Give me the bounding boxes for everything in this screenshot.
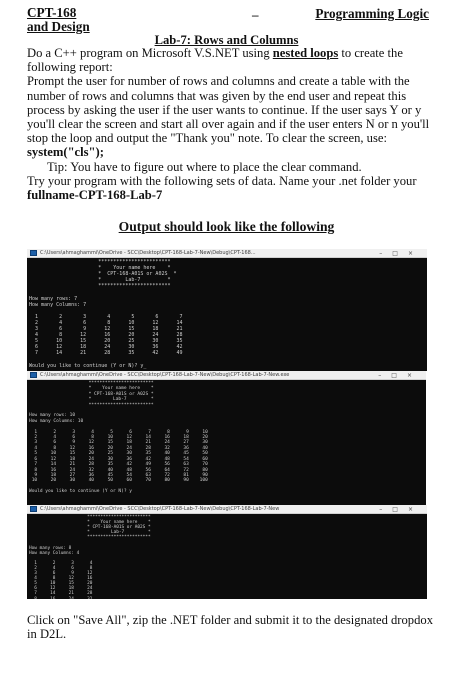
console-line: ************************ <box>29 283 171 290</box>
console-line: 1 2 3 4 <box>29 560 93 566</box>
console-app-icon <box>30 250 37 256</box>
console-line: 1 2 3 4 5 6 7 8 9 10 <box>29 429 208 435</box>
console-line: 2 4 6 8 <box>29 565 93 571</box>
minimize-icon[interactable]: – <box>378 372 392 379</box>
course-code <box>27 6 90 34</box>
close-icon[interactable]: × <box>406 372 422 379</box>
console-line: * Your name here * <box>29 520 151 526</box>
console-window-1 <box>27 249 427 371</box>
p1-bold: nested loops <box>272 46 339 60</box>
minimize-icon[interactable]: – <box>379 506 393 513</box>
console-title-3: C:\Users\ahmaghammi\OneDrive - SCC\Desktop\CPT-168-Lab-7-New\Debug\CPT-168-Lab-7-New <box>40 506 280 512</box>
console-app-icon <box>30 372 37 378</box>
console-line: * Lab-7 * <box>29 397 154 403</box>
console-line: 8 16 24 32 <box>29 596 93 599</box>
console-line: 5 10 15 20 <box>29 581 93 587</box>
p2-bold: system("cls"); <box>27 145 104 160</box>
console-title-2: C:\Users\ahmaghammi\OneDrive - SCC\Desktop\CPT-168-Lab-7-New\Debug\CPT-168-Lab-7-New.exe <box>40 372 290 378</box>
console-line: 7 14 21 28 35 42 49 <box>29 350 183 357</box>
maximize-icon[interactable]: □ <box>392 250 408 257</box>
p3-text: Try your program with the following sets of data. Name your .net folder your <box>27 173 417 188</box>
course-name: Programming Logic <box>315 6 429 21</box>
console-line: 10 20 30 40 50 60 70 80 90 100 <box>29 478 208 484</box>
close-icon[interactable]: × <box>407 250 423 257</box>
window-controls-1 <box>379 249 423 258</box>
course-code-text: CPT-168 <box>27 5 77 20</box>
console-line: 8 16 24 32 40 48 56 64 72 80 <box>29 467 208 473</box>
console-line: * Your name here * <box>29 265 171 272</box>
console-line: 6 12 18 24 <box>29 586 93 592</box>
window-controls-2 <box>378 371 422 380</box>
header-dash: – <box>252 7 259 22</box>
console-line: How many Columns: 10 <box>29 418 84 424</box>
console-line: How many rows: 7 <box>29 295 78 302</box>
close-icon[interactable]: × <box>407 506 423 513</box>
console-line: 4 8 12 16 20 24 28 32 36 40 <box>29 445 208 451</box>
console-line: 4 8 12 16 <box>29 576 93 582</box>
console-line: 6 12 18 24 30 36 42 <box>29 344 183 351</box>
console-line: ************************ <box>29 535 151 541</box>
instruction-paragraph-1 <box>27 46 435 74</box>
console-titlebar-3 <box>27 505 427 514</box>
console-line: * CPT-168-A01S or A02S * <box>29 525 151 531</box>
instruction-paragraph-3 <box>27 174 435 202</box>
p2-text: Prompt the user for number of rows and columns and create a table with the number of rows and columns that was given by the end user and repeat this process by asking the user if the user wants to continue. If the user says Y or y you'll clear the screen and start all over again and if the user enters N or n you'll stop the loop and output the "Thank you" note. To clear the screen, use: <box>27 74 430 146</box>
p1-post: to create the following report: <box>27 46 403 75</box>
instructions <box>27 46 435 202</box>
console-line: * Lab-7 * <box>29 277 171 284</box>
console-output-3 <box>27 514 427 599</box>
console-line: 2 4 6 8 10 12 14 16 18 20 <box>29 435 208 441</box>
tip-text: Tip: You have to figure out where to place the clear command. <box>47 159 362 174</box>
console-line: ************************ <box>29 259 171 265</box>
console-line: 5 10 15 20 25 30 35 <box>29 338 183 345</box>
p3-bold: fullname-CPT-168-Lab-7 <box>27 188 163 203</box>
console-window-2 <box>27 371 426 505</box>
output-heading: Output should look like the following <box>118 219 335 234</box>
console-line: How many Columns: 4 <box>29 550 80 556</box>
lab-title: Lab-7: Rows and Columns <box>154 33 299 47</box>
console-app-icon <box>30 506 37 512</box>
console-line: * Lab-7 * <box>29 530 151 536</box>
console-line: How many rows: 8 <box>29 545 72 551</box>
minimize-icon[interactable]: – <box>379 250 393 257</box>
console-line: 1 2 3 4 5 6 7 <box>29 313 183 320</box>
console-line: 9 18 27 36 45 54 63 72 81 90 <box>29 472 208 478</box>
console-line: * CPT-168-A01S or A02S * <box>29 391 154 397</box>
console-line: 2 4 6 8 10 12 14 <box>29 319 183 326</box>
console-line: 7 14 21 28 35 42 49 56 63 70 <box>29 462 208 468</box>
console-line: 7 14 21 28 <box>29 591 93 597</box>
console-line: How many rows: 10 <box>29 413 76 419</box>
console-line: 6 12 18 24 30 36 42 48 54 60 <box>29 456 208 462</box>
console-output-1 <box>27 258 427 370</box>
console-titlebar-1 <box>27 249 427 258</box>
submit-instructions: Click on "Save All", zip the .NET folder and submit it to the designated dropdox in D2L. <box>27 613 433 642</box>
console-output-2 <box>27 380 426 496</box>
console-line: Would you like to continue (Y or N)? y <box>29 489 132 495</box>
instruction-paragraph-2 <box>27 74 435 159</box>
console-line: 3 6 9 12 <box>29 571 93 577</box>
console-title-1: C:\Users\ahmaghammi\OneDrive - SCC\Desktop\CPT-168-Lab-7-New\Debug\CPT-168... <box>40 250 256 256</box>
console-line: ************************ <box>29 381 154 386</box>
console-line: ************************ <box>29 402 154 408</box>
console-line: ************************ <box>29 515 151 520</box>
maximize-icon[interactable]: □ <box>392 506 408 513</box>
console-line: How many Columns: 7 <box>29 301 87 308</box>
console-line: 3 6 9 12 15 18 21 24 27 30 <box>29 440 208 446</box>
console-line: 5 10 15 20 25 30 35 40 45 50 <box>29 451 208 457</box>
console-line: * Your name here * <box>29 386 154 392</box>
console-line: * CPT-168-A01S or A02S * <box>29 271 177 278</box>
maximize-icon[interactable]: □ <box>391 372 407 379</box>
console-line: 3 6 9 12 15 18 21 <box>29 326 183 333</box>
window-controls-3 <box>379 505 423 514</box>
console-window-3 <box>27 505 427 599</box>
console-titlebar-2 <box>27 371 426 380</box>
p1-pre: Do a C++ program on Microsoft V.S.NET using <box>27 46 273 60</box>
console-line: Would you like to continue (Y or N)? y_ <box>29 362 147 369</box>
course-suffix-text: and Design <box>27 19 90 34</box>
console-line: 4 8 12 16 20 24 28 <box>29 332 183 339</box>
